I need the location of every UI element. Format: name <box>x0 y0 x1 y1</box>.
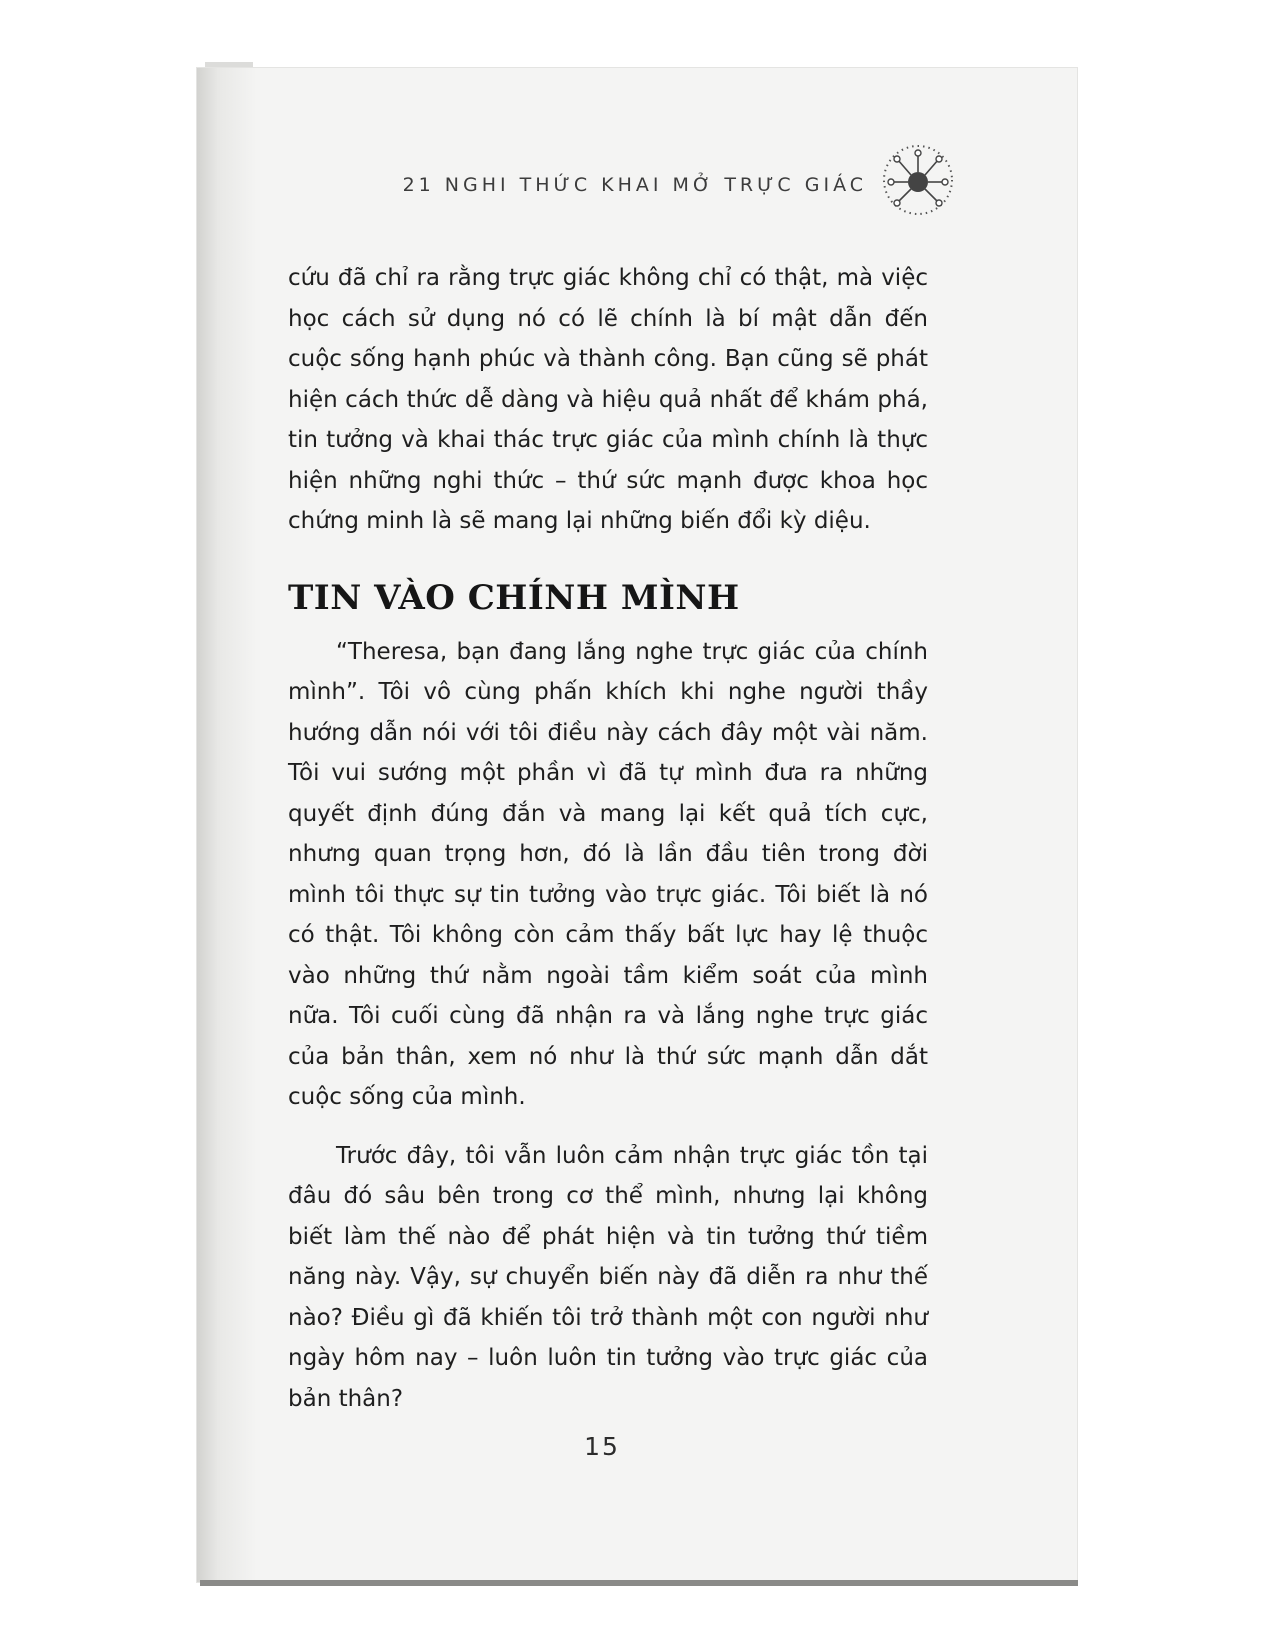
page-body <box>288 258 928 1419</box>
intuition-emblem-icon <box>878 140 958 220</box>
opening-paragraph: cứu đã chỉ ra rằng trực giác không chỉ có thật, mà việc học cách sử dụng nó có lẽ chính là bí mật dẫn đến cuộc sống hạnh phúc và thành công. Bạn cũng sẽ phát hiện cách thức dễ dàng và hiệu quả nhất để khám phá, tin tưởng và khai thác trực giác của mình chính là thực hiện những nghi thức – thứ sức mạnh được khoa học chứng minh là sẽ mang lại những biến đổi kỳ diệu. <box>288 265 928 534</box>
paragraph-transformation: Trước đây, tôi vẫn luôn cảm nhận trực giác tồn tại đâu đó sâu bên trong cơ thể mình, nhưng lại không biết làm thế nào để phát hiện và tin tưởng thứ tiềm năng này. Vậy, sự chuyển biến này đã diễn ra như thế nào? Điều gì đã khiến tôi trở thành một con người như ngày hôm nay – luôn luôn tin tưởng vào trực giác của bản thân? <box>288 1142 928 1412</box>
page-binding-shadow <box>197 68 257 1582</box>
page-header <box>262 140 962 220</box>
paragraph-quote: “Theresa, bạn đang lắng nghe trực giác của chính mình”. Tôi vô cùng phấn khích khi nghe người thầy hướng dẫn nói với tôi điều này cách đây một vài năm. Tôi vui sướng một phần vì đã tự mình đưa ra những quyết định đúng đắn và mang lại kết quả tích cực, nhưng quan trọng hơn, đó là lần đầu tiên trong đời mình tôi thực sự tin tưởng vào trực giác. Tôi biết là nó có thật. Tôi không còn cảm thấy bất lực hay lệ thuộc vào những thứ nằm ngoài tầm kiểm soát của mình nữa. Tôi cuối cùng đã nhận ra và lắng nghe trực giác của bản thân, xem nó như là thứ sức mạnh dẫn dắt cuộc sống của mình. <box>288 638 928 1110</box>
page-number: 15 <box>584 1432 620 1461</box>
cover-edge <box>200 1580 1078 1586</box>
running-title: 21 NGHI THỨC KHAI MỞ TRỰC GIÁC <box>402 174 867 196</box>
section-heading: TIN VÀO CHÍNH MÌNH <box>288 577 740 618</box>
